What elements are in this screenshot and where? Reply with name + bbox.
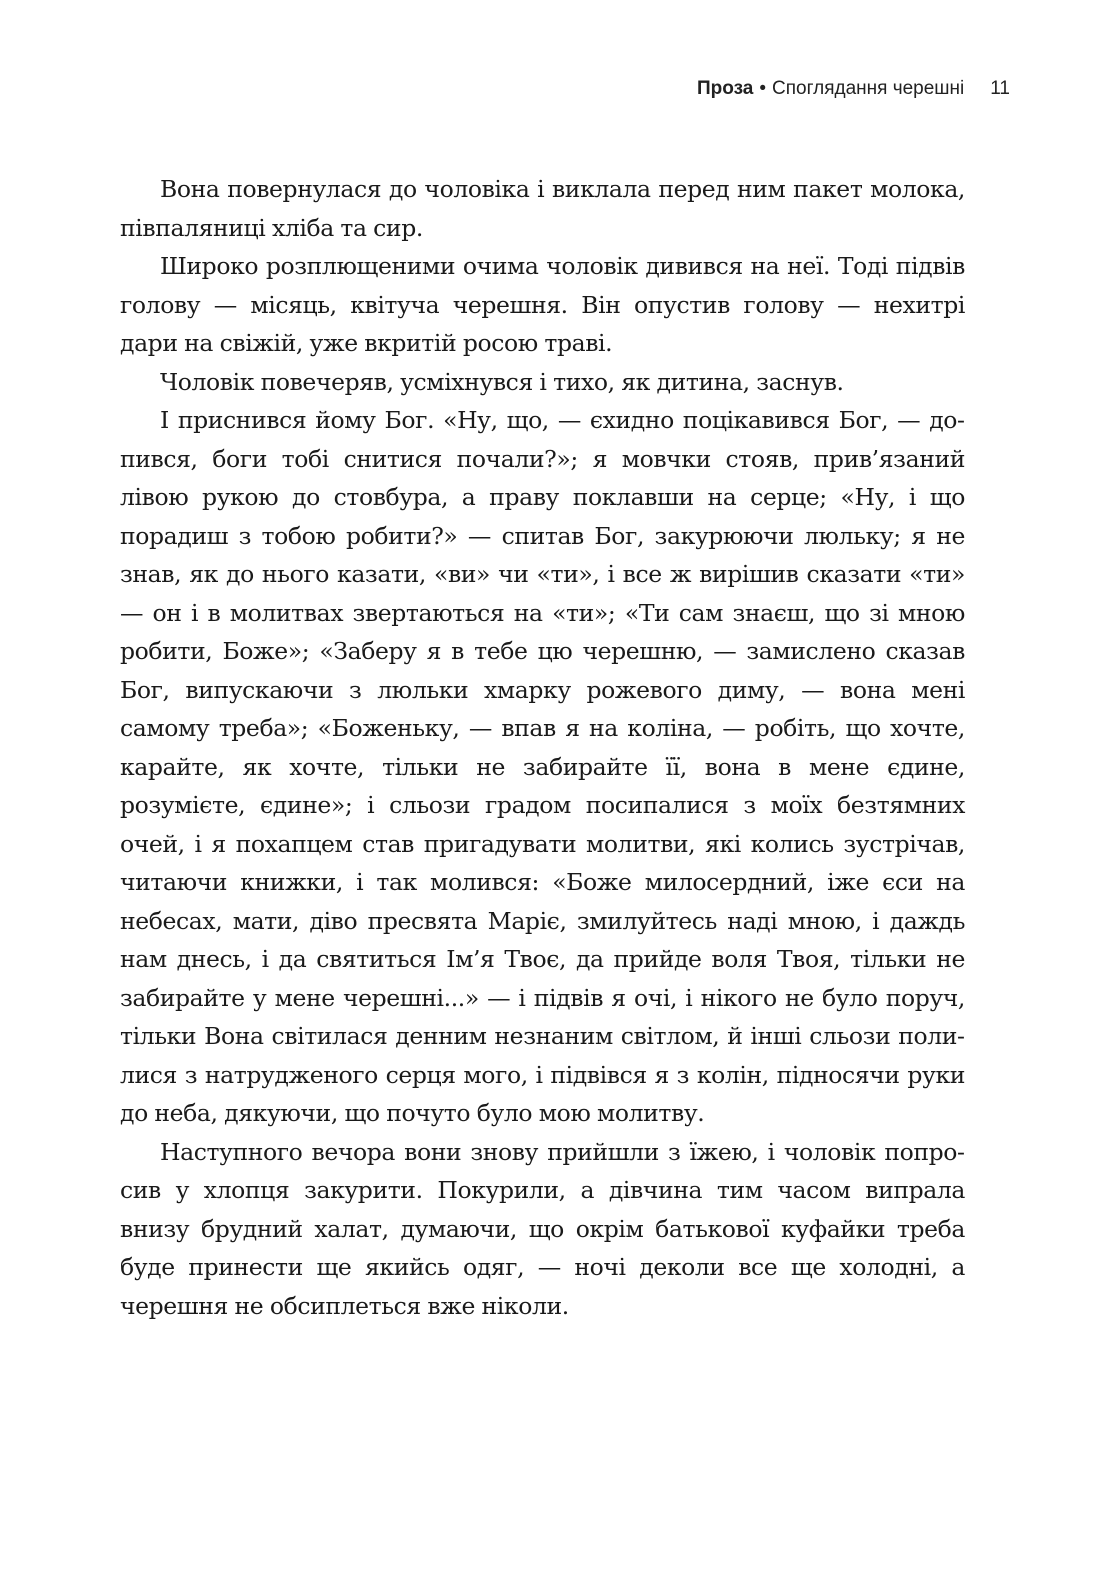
paragraph: І приснився йому Бог. «Ну, що, — єхидно поцікавився Бог, — допився, боги тобі снитися почали?»; я мовчки стояв, прив’язаний лівою рукою до стовбура, а праву поклавши на серце; «Ну, і що порадиш з тобою робити?» — спитав Бог, закурюючи люльку; я не знав, як до нього казати, «ви» чи «ти», і все ж вирішив сказати «ти» — он і в молитвах звертаються на «ти»; «Ти сам знаєш, що зі мною робити, Боже»; «Заберу я в тебе цю черешню, — замислено сказав Бог, випускаючи з люльки хмарку рожевого диму, — вона мені самому треба»; «Боженьку, — впав я на коліна, — робіть, що хочте, карайте, як хочте, тільки не забирайте її, вона в мене єдине, розумієте, єдине»; і сльози градом посипалися з моїх безтямних очей, і я похапцем став пригадувати молитви, які колись зустрічав, читаючи книжки, і так молився: «Боже милосердний, іже єси на небесах, мати, діво пресвята Маріє, змилуйтесь наді мною, і даждь нам днесь, і да святиться Ім’я Твоє, да прийде воля Твоя, тільки не забирайте у мене черешні...» — і підвів я очі, і нікого не було поруч, тільки Вона світилася денним незнаним світлом, й інші сльози полилися з натрудженого серця мого, і підвівся я з колін, підносячи руки до неба, дякуючи, що почуто було мою молитву. <box>120 406 965 1127</box>
paragraph: Широко розплющеними очима чоловік дивився на неї. Тоді підвів голову — місяць, квітуча черешня. Він опустив голову — нехитрі дари на свіжій, уже вкритій росою траві. <box>120 252 965 357</box>
header-separator: • <box>759 78 767 99</box>
paragraph: Наступного вечора вони знову прийшли з їжею, і чоловік попросив у хлопця закурити. Покурили, а дівчина тим часом випрала внизу брудний халат, думаючи, що окрім батькової куфайки треба буде принести ще якийсь одяг, — ночі деколи все ще холодні, а черешня не обсиплеться вже ніколи. <box>120 1137 965 1320</box>
page-number: 11 <box>990 78 1010 99</box>
section-label: Проза <box>696 78 754 99</box>
body-text <box>120 170 965 1325</box>
paragraph: Вона повернулася до чоловіка і виклала перед ним пакет молока, півпаляниці хліба та сир. <box>120 175 965 242</box>
running-header <box>697 78 1010 100</box>
chapter-title: Споглядання черешні <box>772 78 965 99</box>
paragraph: Чоловік повечеряв, усміхнувся і тихо, як дитина, заснув. <box>160 367 844 396</box>
